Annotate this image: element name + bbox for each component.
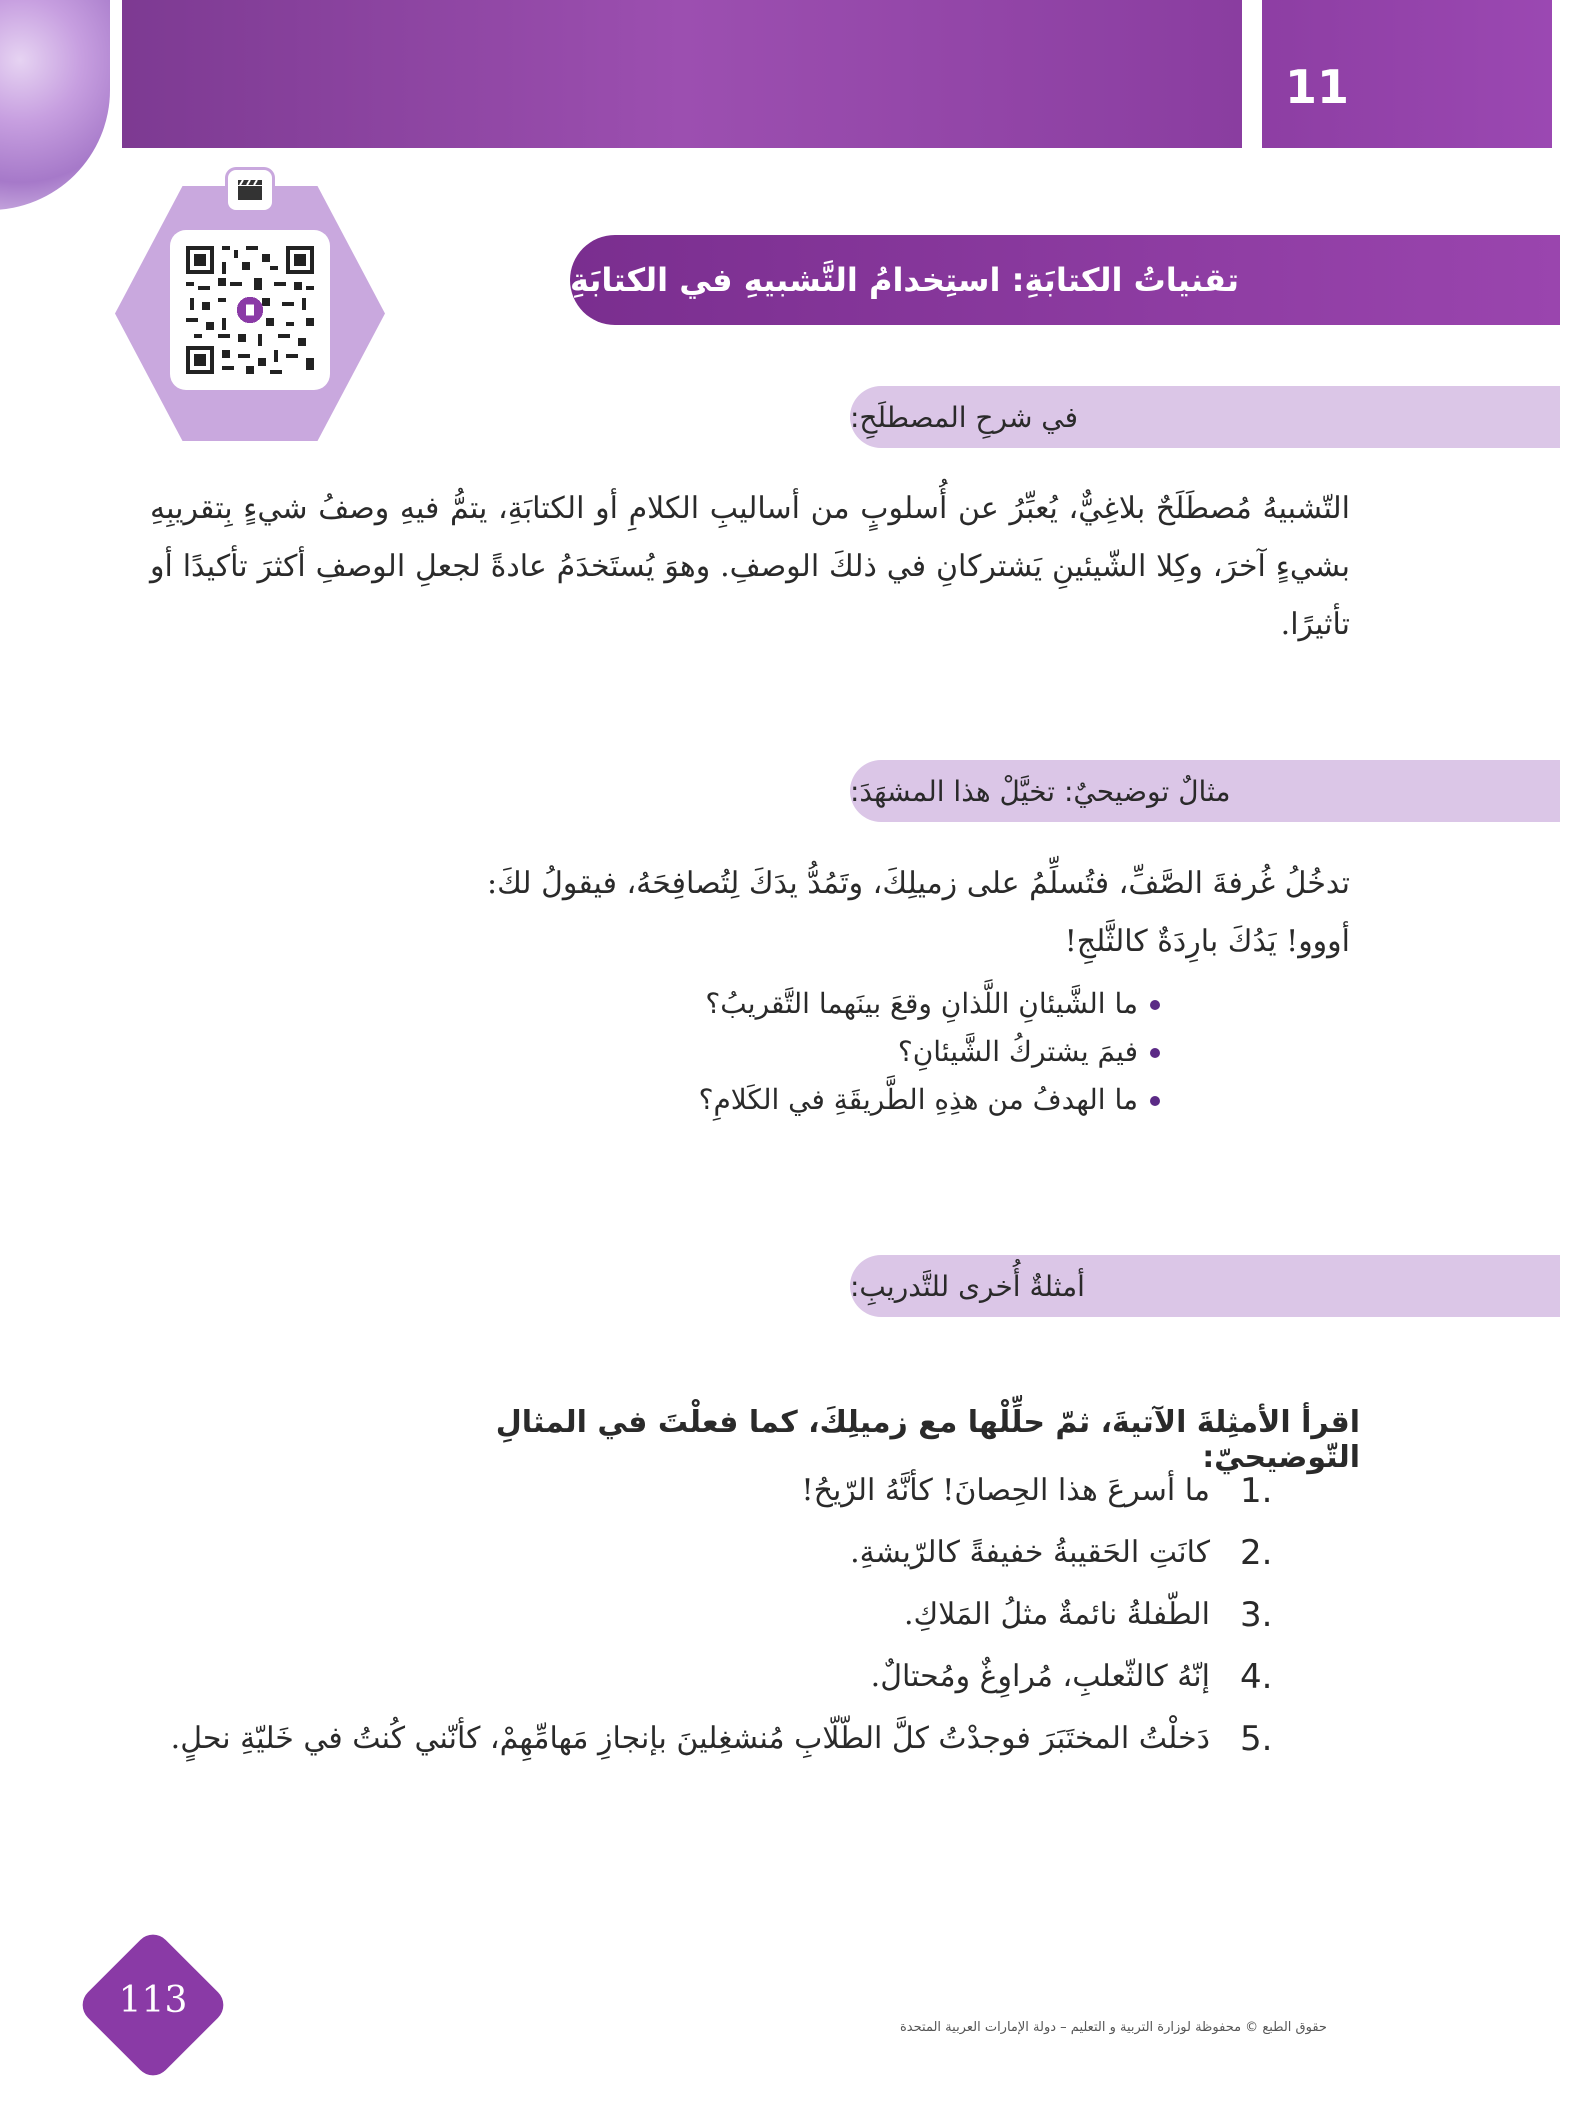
list-item: 4. إنّهُ كالثّعلبِ، مُراوِغٌ ومُحتالٌ. bbox=[870, 1657, 1273, 1697]
list-item: 1. ما أسرعَ هذا الحِصانَ! كأنَّهُ الرّيحُ! bbox=[801, 1471, 1273, 1511]
video-clapper-icon[interactable] bbox=[228, 170, 272, 210]
list-item: 3. الطّفلةُ نائمةٌ مثلُ المَلاكِ. bbox=[904, 1595, 1273, 1635]
list-item: ما الهدفُ من هذِهِ الطَّريقَةِ في الكَلامِ؟ bbox=[500, 1076, 1160, 1124]
section-heading-definition: في شرحِ المصطلَحِ: bbox=[850, 386, 1560, 448]
practice-list bbox=[170, 1460, 1290, 1770]
bullet-icon bbox=[1150, 1000, 1160, 1010]
list-item: ما الشَّيئانِ اللَّذانِ وقعَ بينَهما التَّقريبُ؟ bbox=[500, 980, 1160, 1028]
definition-paragraph: التّشبيهُ مُصطَلَحٌ بلاغِيٌّ، يُعبِّرُ عن أُسلوبٍ من أساليبِ الكلامِ أو الكتابَةِ، يتمُّ فيهِ وصفُ شيءٍ بِتقريبِهِ بشيءٍ آخرَ، وكِلا الشّيئينِ يَشتركانِ في ذلكَ الوصفِ. وهوَ يُستَخدَمُ عادةً لجعلِ الوصفِ أكثرَ تأكيدًا أو تأثيرًا. bbox=[150, 491, 1350, 642]
section-heading-practice: أمثلةٌ أُخرى للتَّدريبِ: bbox=[850, 1255, 1560, 1317]
unit-number: 11 bbox=[1285, 60, 1350, 114]
qr-code-icon[interactable] bbox=[170, 230, 330, 390]
list-item: 2. كانَتِ الحَقيبةُ خفيفةً كالرّيشةِ. bbox=[850, 1533, 1273, 1573]
bullet-icon bbox=[1150, 1048, 1160, 1058]
top-banner bbox=[122, 0, 1242, 148]
list-item: فيمَ يشتركُ الشَّيئانِ؟ bbox=[500, 1028, 1160, 1076]
copyright-notice: حقوق الطبع © محفوظة لوزارة التربية و التعليم – دولة الإمارات العربية المتحدة bbox=[900, 2020, 1327, 2035]
example-line-2: أووو! يَدُكَ بارِدَةٌ كالثَّلجِ! bbox=[1064, 924, 1350, 959]
bullet-icon bbox=[1150, 1096, 1160, 1106]
example-questions bbox=[500, 980, 1160, 1124]
page-number: 113 bbox=[118, 1980, 188, 2021]
list-item: 5. دَخلْتُ المختَبَرَ فوجدْتُ كلَّ الطّلّابِ مُنشغِلينَ بإنجازِ مَهامِّهِمْ، كأنّني كُنتُ في خَليّةِ نحلٍ. bbox=[170, 1719, 1273, 1759]
decorative-corner bbox=[0, 0, 110, 210]
example-line-1: تدخُلُ غُرفةَ الصَّفِّ، فتُسلِّمُ على زميلِكَ، وتَمُدُّ يدَكَ لِتُصافِحَهُ، فيقولُ لكَ: bbox=[487, 866, 1350, 901]
section-heading-example: مثالٌ توضيحيٌ: تخيَّلْ هذا المشهَدَ: bbox=[850, 760, 1560, 822]
practice-instruction: اقرأ الأمثِلةَ الآتيةَ، ثمّ حلِّلْها مع زميلِكَ، كما فعلْتَ في المثالِ التّوضيحيّ: bbox=[495, 1405, 1360, 1475]
page-title: تقنياتُ الكتابَةِ: استِخدامُ التَّشبيهِ في الكتابَةِ bbox=[570, 235, 1560, 325]
